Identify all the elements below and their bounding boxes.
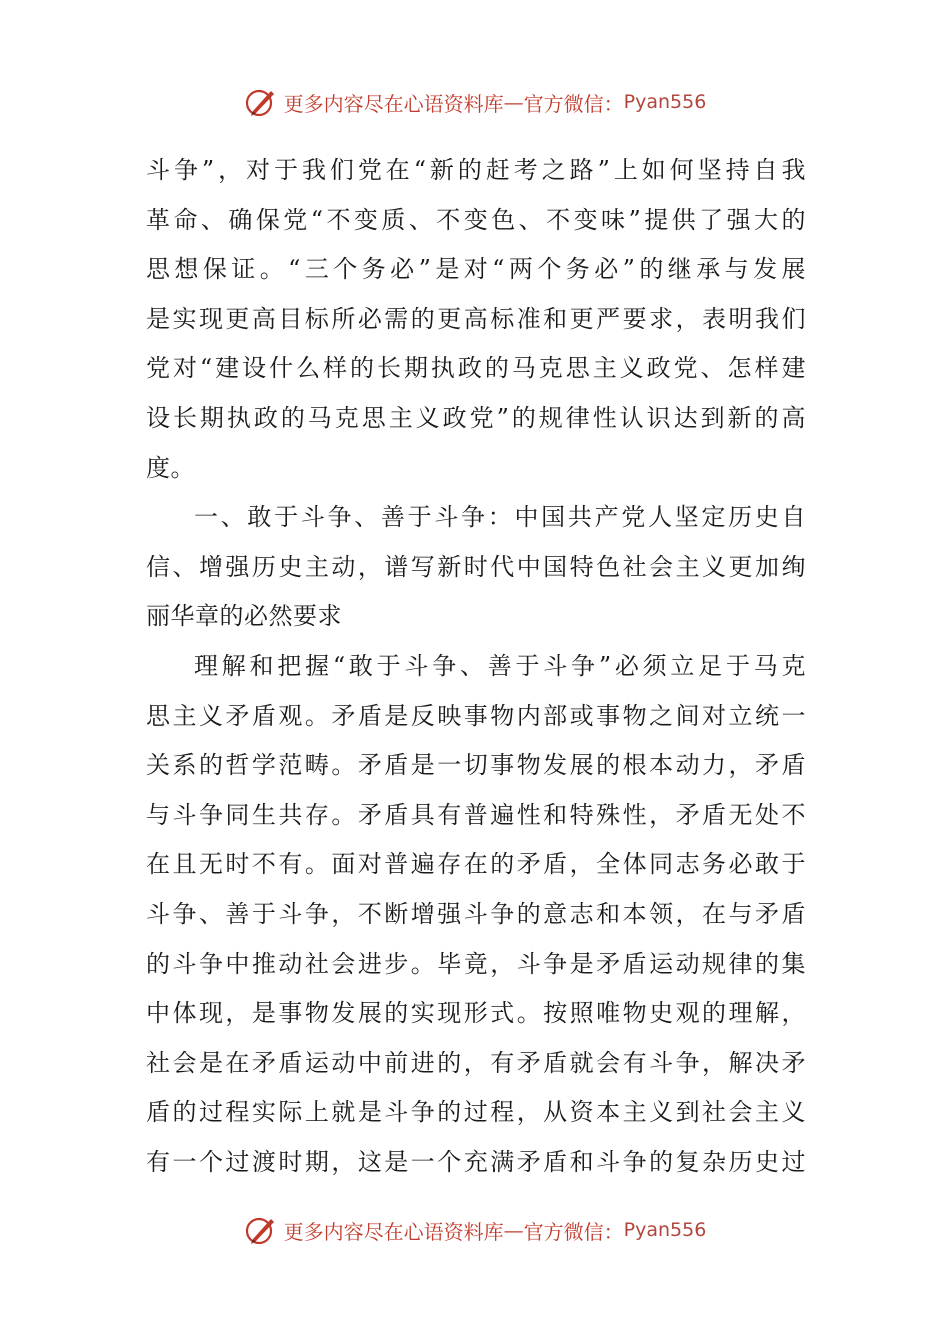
header-wechat-id: Pyan556 — [623, 91, 707, 113]
header-banner — [0, 82, 950, 122]
text-line: 思主义矛盾观。矛盾是反映事物内部或事物之间对立统一 — [146, 701, 806, 730]
footer-brand-text: 更多内容尽在心语资料库 — [283, 1219, 504, 1244]
text-line: 中体现，是事物发展的实现形式。按照唯物史观的理解， — [146, 999, 806, 1028]
text-line: 是实现更高目标所必需的更高标准和更严要求，表明我们 — [146, 304, 806, 333]
pen-logo-icon — [244, 1213, 278, 1247]
header-wechat-label: 官方微信： — [523, 91, 624, 116]
text-line: 设长期执政的马克思主义政党”的规律性认识达到新的高 — [146, 403, 806, 432]
header-brand-text: 更多内容尽在心语资料库 — [283, 91, 504, 116]
text-line: 斗争”，对于我们党在“新的赶考之路”上如何坚持自我 — [146, 156, 806, 184]
section-heading-line: 丽华章的必然要求 — [146, 602, 342, 631]
section-heading-line: 一、敢于斗争、善于斗争：中国共产党人坚定历史自 — [194, 503, 806, 532]
text-line: 社会是在矛盾运动中前进的，有矛盾就会有斗争，解决矛 — [146, 1048, 806, 1077]
text-line: 有一个过渡时期，这是一个充满矛盾和斗争的复杂历史过 — [146, 1147, 806, 1176]
text-line: 盾的过程实际上就是斗争的过程，从资本主义到社会主义 — [146, 1098, 806, 1127]
text-line: 在且无时不有。面对普遍存在的矛盾，全体同志务必敢于 — [146, 850, 806, 879]
footer-banner — [0, 1210, 950, 1250]
text-line: 的斗争中推动社会进步。毕竟，斗争是矛盾运动规律的集 — [146, 949, 806, 978]
text-line: 度。 — [146, 453, 195, 482]
section-heading-line: 信、增强历史主动，谱写新时代中国特色社会主义更加绚 — [146, 552, 806, 581]
pen-logo-icon — [244, 85, 278, 119]
text-line: 关系的哲学范畴。矛盾是一切事物发展的根本动力，矛盾 — [146, 751, 806, 780]
document-body — [146, 146, 806, 1187]
text-line: 革命、确保党“不变质、不变色、不变味”提供了强大的 — [146, 205, 806, 234]
footer-wechat-label: 官方微信： — [523, 1219, 624, 1244]
text-line: 斗争、善于斗争，不断增强斗争的意志和本领，在与矛盾 — [146, 899, 806, 928]
text-line: 党对“建设什么样的长期执政的马克思主义政党、怎样建 — [146, 354, 806, 383]
footer-wechat-id: Pyan556 — [623, 1219, 707, 1241]
text-line: 理解和把握“敢于斗争、善于斗争”必须立足于马克 — [194, 651, 806, 680]
footer-dash: — — [503, 1218, 524, 1242]
text-line: 与斗争同生共存。矛盾具有普遍性和特殊性，矛盾无处不 — [146, 800, 806, 829]
header-dash: — — [503, 90, 524, 114]
text-line: 思想保证。“三个务必”是对“两个务必”的继承与发展 — [146, 255, 806, 284]
